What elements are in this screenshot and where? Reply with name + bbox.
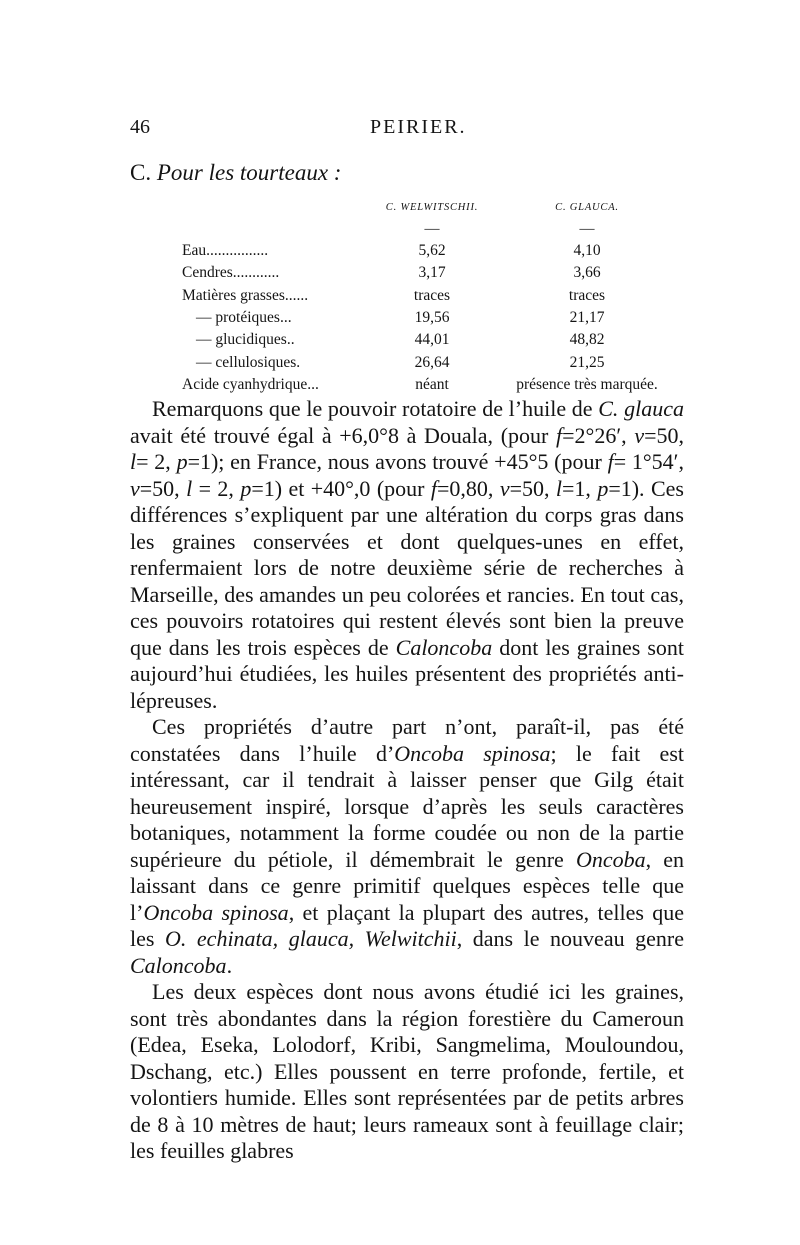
section-title-text: Pour les tourteaux : [156,160,342,185]
italic-text: v [634,422,645,448]
value-glauca: 21,17 [569,309,605,327]
column-header: C. GLAUCA. [555,201,619,213]
header-rule-row [182,218,682,240]
text-run: . [226,952,233,978]
text-run: =2°26′, [562,422,635,448]
text-run: dont les graines sont aujourd’hui étudiées, les huiles présentent des propriétés anti-lépreuses. [130,634,684,713]
text-run: = 2, [136,449,177,474]
table-header-row [182,196,682,218]
column-header: C. WELWITSCHII. [385,201,479,213]
value-glauca: traces [568,286,606,304]
section-title [130,160,341,186]
header-empty [182,196,372,218]
value-glauca: 4,10 [573,242,601,260]
running-head: PEIRIER. [370,116,467,138]
section-letter: C. [130,160,152,185]
composition-table-wrap [182,196,682,396]
italic-text: v [499,475,510,501]
row-label: Eau................ [182,242,269,260]
text-run: Remarquons que le pouvoir rotatoire de l’huile de [152,396,599,421]
text-run: , dans le nouveau genre [456,926,684,951]
italic-text: C. glauca [598,396,684,421]
italic-text: Oncoba [575,846,646,872]
text-run: Ces propriétés d’autre part n’ont, paraît-il, pas été constatées dans l’huile d’ [130,714,684,766]
page-number: 46 [130,116,150,138]
row-label: Cendres............ [182,264,280,282]
column-rule: — [579,220,595,237]
paragraph [130,714,684,979]
italic-text: f [430,475,437,501]
text-run: =50, [644,422,684,448]
text-run: =1). Ces différences s’expliquent par une altération du corps gras dans les graines conservées et dont quelques-unes en effet, renfermaient lors de notre deuxième série de recherches à Marseille, des amandes un peu colorées et rancies. En tout cas, ces pouvoirs rotatoires qui restent élevés sont bien la preuve que dans les trois espèces de [130,475,684,660]
value-welwitschii: néant [415,375,449,393]
text-run: =50, [139,475,187,501]
row-label: Acide cyanhydrique... [182,375,319,393]
value-welwitschii: 44,01 [414,331,450,349]
value-glauca: 48,82 [569,331,605,349]
italic-text: l [555,475,563,501]
row-label: — cellulosiques. [196,353,301,371]
table-row [182,329,682,351]
value-welwitschii: 19,56 [414,309,450,327]
composition-table [182,196,682,396]
row-label: — glucidiques.. [196,331,295,349]
italic-text: l [130,449,137,474]
table-row [182,374,682,396]
text-run: , et plaçant la plupart des autres, telles que les [130,899,685,951]
text-run: =1); en France, nous avons trouvé +45°5 (pour [187,449,608,474]
italic-text: p [597,475,609,501]
italic-text: f [556,422,563,448]
table-body [182,240,682,396]
value-glauca: présence très marquée. [516,375,658,393]
row-label: Matières grasses...... [182,286,309,304]
rule-empty [182,218,372,240]
text-run: =1, [562,475,598,501]
table-row [182,285,682,307]
italic-text: Oncoba spinosa [394,740,551,766]
row-label: — protéiques... [196,309,292,327]
paragraph [130,979,684,1165]
value-glauca: 3,66 [573,264,601,282]
italic-text: Caloncoba [130,952,227,978]
text-run: =1) et +40°,0 (pour [251,475,431,501]
italic-text: p [240,475,252,501]
text-run: = 1°54′, [613,449,684,474]
table-row [182,351,682,373]
italic-text: Oncoba spinosa [143,899,289,925]
body-text [130,396,684,1165]
table-row [182,307,682,329]
text-run: avait été trouvé égal à +6,0°8 à Douala, (pour [130,422,557,448]
table-row [182,262,682,284]
value-glauca: 21,25 [569,353,605,371]
italic-text: v [130,475,140,501]
page-header [130,116,690,146]
value-welwitschii: 3,17 [418,264,446,282]
text-run: Les deux espèces dont nous avons étudié ici les graines, sont très abondantes dans la région forestière du Cameroun (Edea, Eseka, Lolodorf, Kribi, Sangmelima, Mouloundou, Dschang, etc.) Elles poussent en terre profonde, fertile, et volontiers humide. Elles sont représentées par de petits arbres de 8 à 10 mètres de haut; leurs rameaux sont à feuillage clair; les feuilles glabres [130,979,684,1163]
value-welwitschii: traces [413,286,451,304]
text-run: =0,80, [437,475,500,501]
table-row [182,240,682,262]
text-run: ; le fait est intéressant, car il tendrait à laisser penser que Gilg était heureusement inspiré, lorsque d’après les seuls caractères botaniques, notamment la forme coudée ou non de la partie supérieure du pétiole, il démembrait le genre [130,740,684,872]
text-run: =50, [509,475,556,501]
text-run: , en laissant dans ce genre primitif quelques espèces telle que l’ [130,846,685,925]
value-welwitschii: 5,62 [418,242,446,260]
italic-text: l [186,475,193,501]
italic-text: p [176,449,188,474]
italic-text: f [607,449,614,474]
text-run: = 2, [192,475,241,501]
column-rule: — [424,220,440,237]
value-welwitschii: 26,64 [414,353,450,371]
italic-text: O. echinata, glauca, Welwitchii [164,926,457,951]
italic-text: Caloncoba [395,634,493,660]
paragraph [130,396,684,714]
